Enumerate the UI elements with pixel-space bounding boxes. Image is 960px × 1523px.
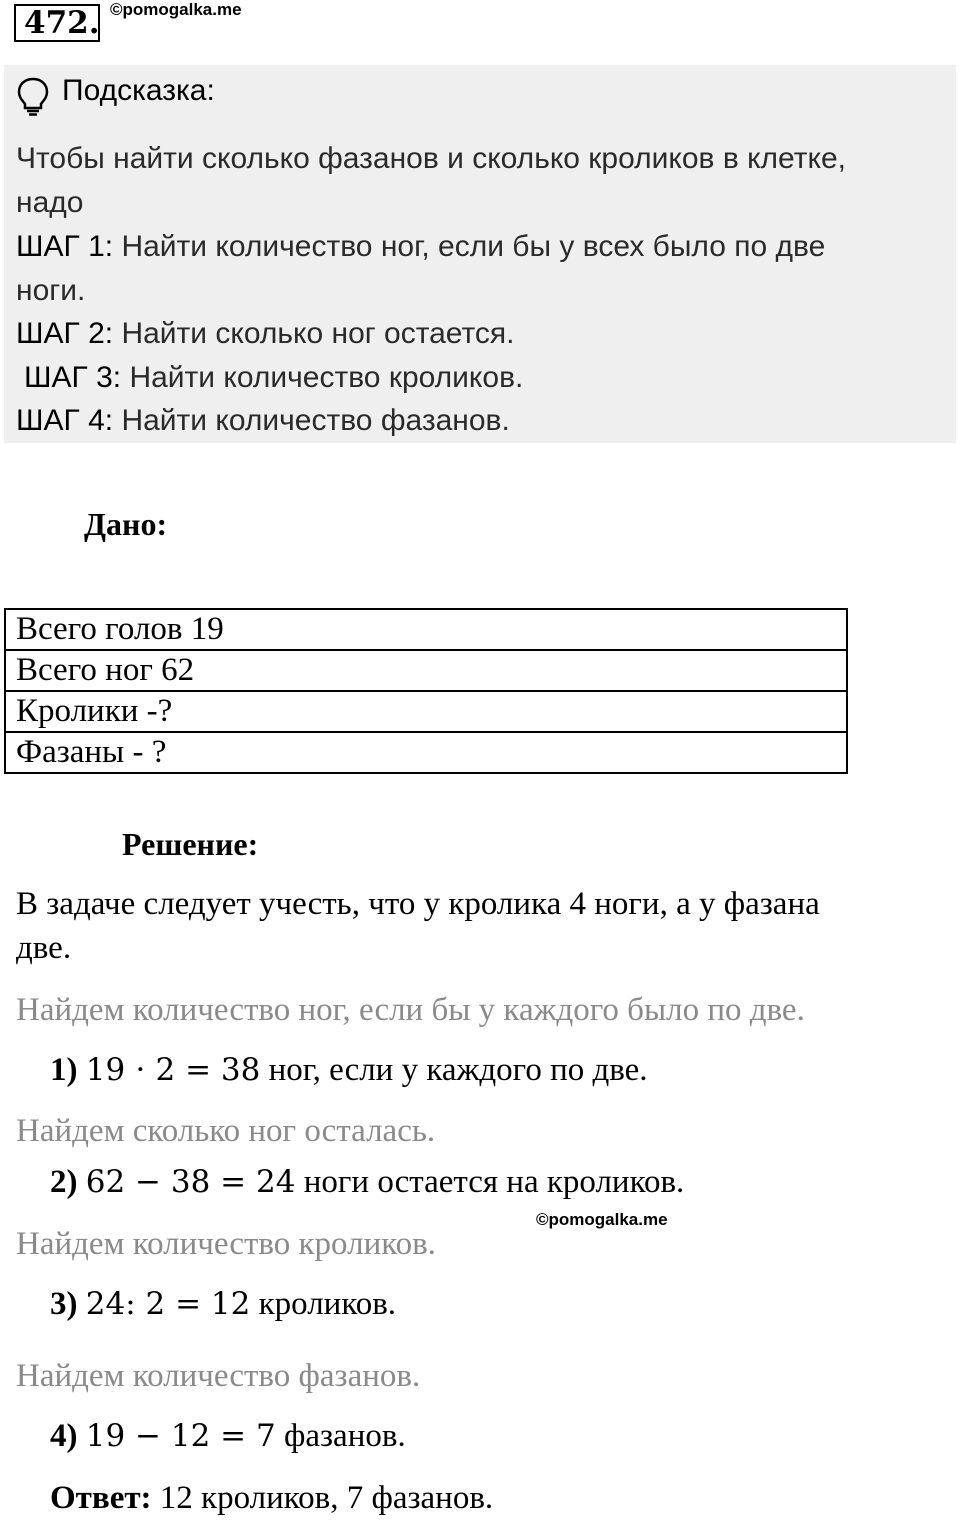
hint-step-label: ШАГ 4:: [16, 404, 114, 437]
given-cell: Кролики -?: [5, 691, 847, 732]
hint-step-text: Найти количество фазанов.: [121, 404, 510, 437]
hint-step-2: [16, 317, 514, 351]
step-explanation: Найдем количество ног, если бы у каждого было по две.: [16, 992, 805, 1028]
hint-step-text: Найти сколько ног остается.: [121, 317, 515, 350]
given-cell: Всего голов 19: [5, 609, 847, 650]
hint-step-label: ШАГ 2:: [16, 317, 114, 350]
step-expression: 19 ⋅ 2 = 38: [85, 1052, 261, 1088]
given-cell: Всего ног 62: [5, 650, 847, 691]
step-text: фазанов.: [283, 1418, 406, 1454]
step-explanation: Найдем сколько ног осталась.: [16, 1113, 436, 1149]
answer-line: [50, 1480, 493, 1517]
answer-label: Ответ:: [50, 1480, 152, 1516]
solution-step-1: [50, 1052, 648, 1089]
table-row: [5, 732, 847, 773]
step-expression: 62 − 38 = 24: [85, 1164, 296, 1200]
hint-step-text: Найти количество кроликов.: [129, 361, 524, 394]
given-cell: Фазаны - ?: [5, 732, 847, 773]
solution-title: Решение:: [122, 826, 259, 862]
table-row: [5, 691, 847, 732]
hint-step-label: ШАГ 1:: [16, 230, 114, 263]
hint-intro: Чтобы найти сколько фазанов и сколько кроликов в клетке,: [16, 142, 846, 175]
problem-number: 472.: [14, 4, 100, 42]
step-number: 2): [50, 1164, 78, 1200]
given-table: [4, 608, 848, 774]
solution-step-4: [50, 1418, 406, 1455]
step-text: ноги остается на кроликов.: [303, 1164, 685, 1200]
lightbulb-icon: [16, 76, 50, 116]
step-number: 3): [50, 1286, 78, 1322]
watermark: ©pomogalka.me: [536, 1210, 668, 1229]
hint-step-text: Найти количество ног, если бы у всех было по две: [121, 230, 826, 263]
hint-title: Подсказка:: [62, 74, 215, 107]
hint-step-1-cont: ноги.: [16, 274, 86, 307]
solution-step-2: [50, 1164, 684, 1201]
hint-step-1: [16, 230, 825, 264]
solution-step-3: [50, 1286, 396, 1323]
step-explanation: Найдем количество фазанов.: [16, 1358, 421, 1394]
step-explanation: Найдем количество кроликов.: [16, 1226, 436, 1262]
solution-note: В задаче следует учесть, что у кролика 4 ноги, а у фазана: [16, 886, 820, 922]
hint-step-label: ШАГ 3:: [24, 361, 122, 394]
step-number: 4): [50, 1418, 78, 1454]
step-expression: 19 − 12 = 7: [85, 1418, 276, 1454]
hint-step-3: [24, 361, 523, 395]
step-text: ног, если у каждого по две.: [268, 1052, 648, 1088]
step-text: кроликов.: [258, 1286, 397, 1322]
step-number: 1): [50, 1052, 78, 1088]
hint-intro-cont: надо: [16, 186, 84, 219]
solution-note-cont: две.: [16, 930, 72, 966]
given-title: Дано:: [84, 506, 168, 542]
hint-step-4: [16, 404, 510, 438]
step-expression: 24: 2 = 12: [85, 1286, 251, 1322]
watermark: ©pomogalka.me: [110, 0, 242, 19]
table-row: [5, 650, 847, 691]
table-row: [5, 609, 847, 650]
answer-text: 12 кроликов, 7 фазанов.: [159, 1480, 494, 1516]
